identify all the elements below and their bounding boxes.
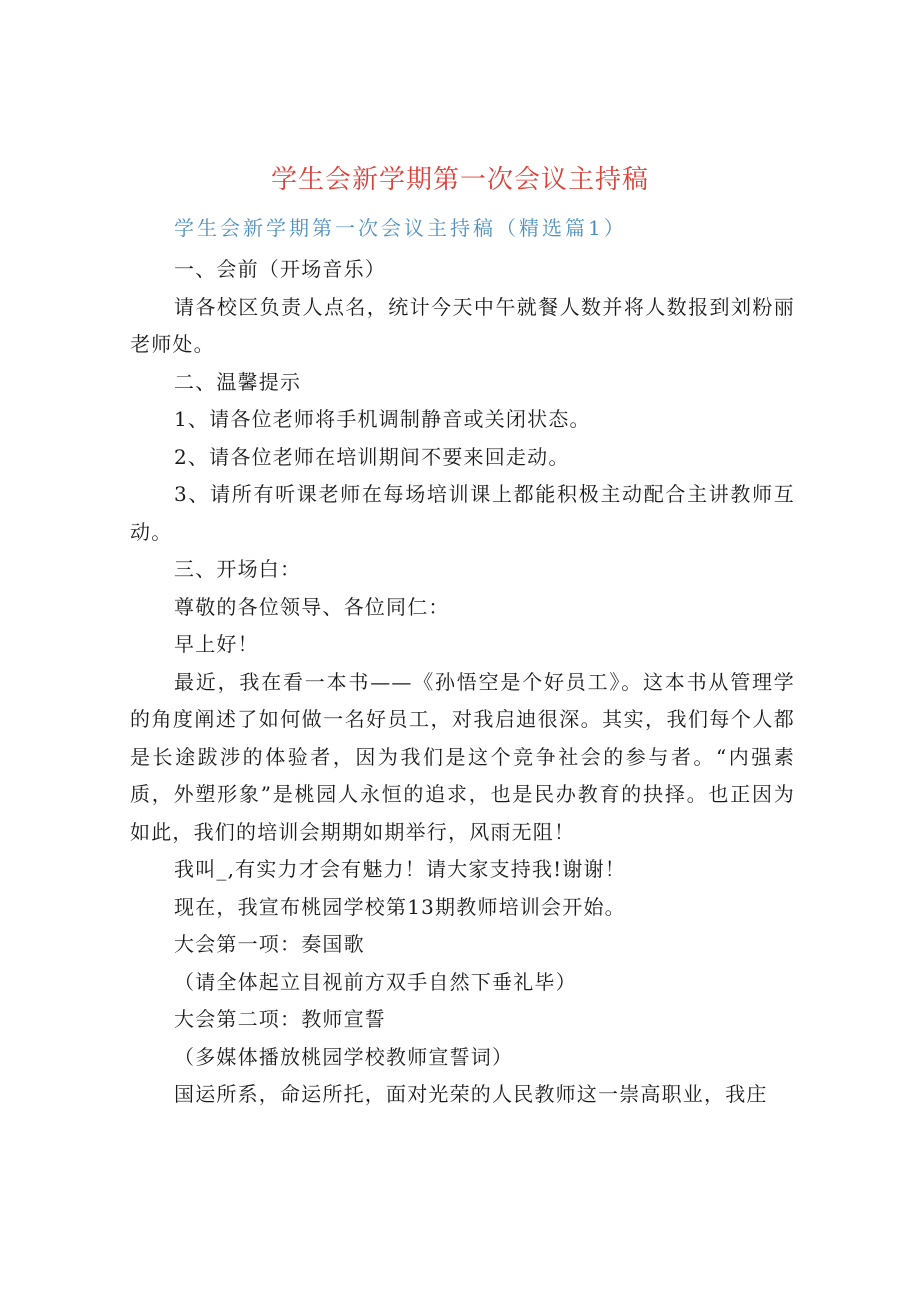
paragraph: 尊敬的各位领导、各位同仁： <box>174 594 450 619</box>
paragraph: 大会第二项：教师宣誓 <box>174 1007 386 1031</box>
document-title: 学生会新学期第一次会议主持稿 <box>270 165 649 195</box>
paragraph: 二、温馨提示 <box>174 369 302 394</box>
paragraph: 大会第一项：奏国歌 <box>174 932 365 956</box>
paragraph: 3、请所有听课老师在每场培训课上都能积极主动配合主讲教师互动。 <box>130 482 795 544</box>
paragraph: 2、请各位老师在培训期间不要来回走动。 <box>174 444 570 469</box>
paragraph: 现在，我宣布桃园学校第13期教师培训会开始。 <box>174 894 626 919</box>
document-body <box>130 251 795 1114</box>
paragraph: 早上好！ <box>174 632 259 656</box>
paragraph: 一、会前（开场音乐） <box>174 257 386 281</box>
document-subtitle: 学生会新学期第一次会议主持稿（精选篇1） <box>174 216 627 240</box>
paragraph: 请各校区负责人点名，统计今天中午就餐人数并将人数报到刘粉丽老师处。 <box>130 294 795 356</box>
paragraph: 三、开场白： <box>174 557 302 581</box>
paragraph: 1、请各位老师将手机调制静音或关闭状态。 <box>174 407 591 431</box>
paragraph: （多媒体播放桃园学校教师宣誓词） <box>174 1044 514 1069</box>
paragraph: 国运所系，命运所托，面对光荣的人民教师这一崇高职业，我庄 <box>174 1082 768 1106</box>
paragraph: 我叫_,有实力才会有魅力！请大家支持我!谢谢！ <box>174 857 626 881</box>
paragraph: 最近，我在看一本书——《孙悟空是个好员工》。这本书从管理学的角度阐述了如何做一名好员工，对我启迪很深。其实，我们每个人都是长途跋涉的体验者，因为我们是这个竞争社会的参与者。“内强素质，外塑形象”是桃园人永恒的追求，也是民办教育的抉择。也正因为如此，我们的培训会期期如期举行，风雨无阻！ <box>130 669 795 844</box>
paragraph: （请全体起立目视前方双手自然下垂礼毕） <box>174 969 577 994</box>
